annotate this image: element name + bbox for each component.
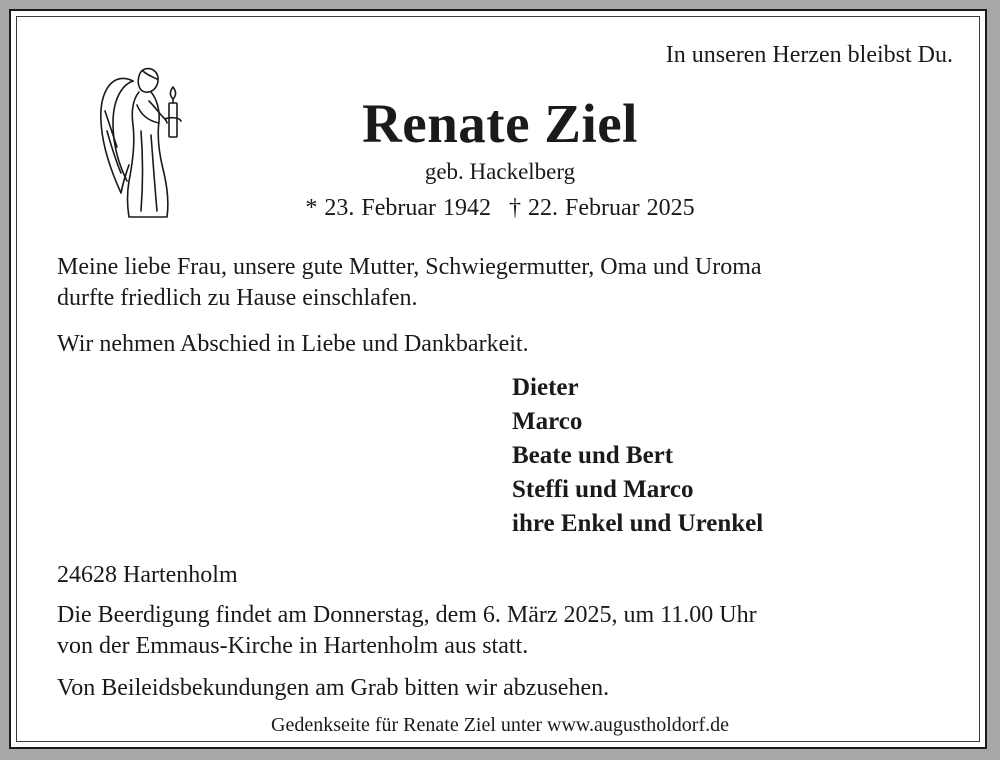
intro-line: Meine liebe Frau, unsere gute Mutter, Schwiegermutter, Oma und Uroma [57,254,762,280]
death-date: † 22. Februar 2025 [509,195,695,221]
place: 24628 Hartenholm [57,562,238,588]
condolence-note: Von Beileidsbekundungen am Grab bitten wir abzusehen. [57,675,610,701]
birth-name: geb. Hackelberg [424,159,576,184]
funeral-line: Die Beerdigung findet am Donnerstag, dem 6. März 2025, um 11.00 Uhr [57,602,757,628]
intro-line: durfte friedlich zu Hause einschlafen. [57,285,418,311]
obituary-notice [9,9,987,749]
mourner-name: Dieter [512,374,579,401]
mourner-name: Steffi und Marco [512,476,694,503]
life-dates [11,195,989,222]
mourners-list [512,371,763,541]
mourner-name: Beate und Bert [512,442,674,469]
mourner-name: Marco [512,408,583,435]
intro-text [57,252,762,314]
funeral-line: von der Emmaus-Kirche in Hartenholm aus statt. [57,633,529,659]
farewell-text: Wir nehmen Abschied in Liebe und Dankbarkeit. [57,331,529,357]
funeral-info [57,600,757,662]
deceased-name: Renate Ziel [362,93,638,154]
birth-date: * 23. Februar 1942 [305,195,491,221]
motto: In unseren Herzen bleibst Du. [665,42,953,68]
memorial-page-link: Gedenkseite für Renate Ziel unter www.augustholdorf.de [271,714,729,736]
mourner-name: ihre Enkel und Urenkel [512,510,764,537]
